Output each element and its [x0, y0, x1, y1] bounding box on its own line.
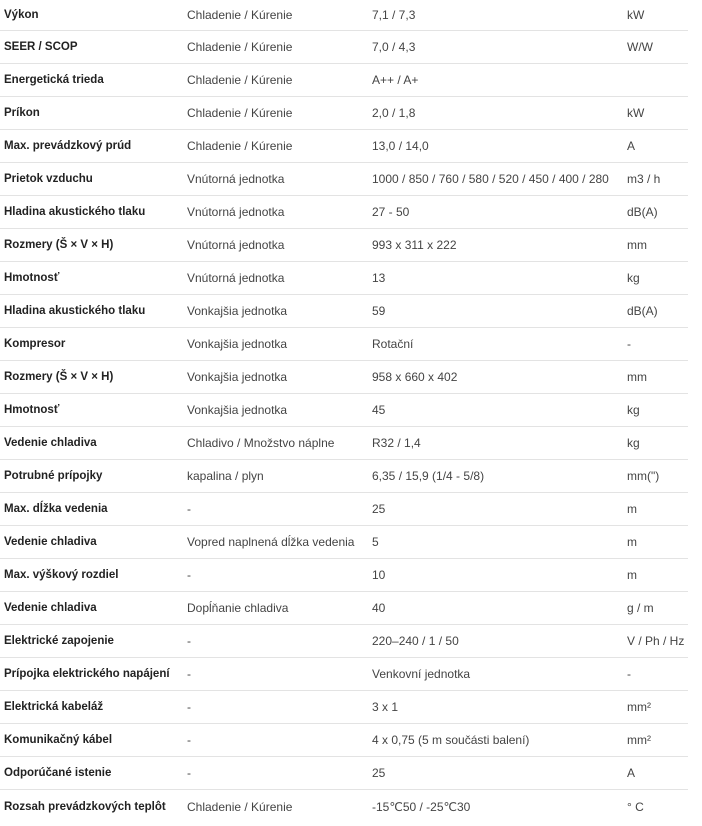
value-cell: Venkovní jednotka	[372, 667, 471, 681]
value-cell: 6,35 / 15,9 (1/4 - 5/8)	[372, 469, 485, 483]
unit-cell: mm²	[627, 733, 651, 747]
table-row	[0, 493, 688, 526]
condition-cell: Chladenie / Kúrenie	[187, 139, 293, 153]
value-cell: R32 / 1,4	[372, 436, 421, 450]
condition-cell: Vnútorná jednotka	[187, 271, 285, 285]
value-cell: 5	[372, 535, 379, 549]
parameter-cell: Prípojka elektrického napájení	[4, 668, 170, 680]
parameter-cell: Elektrické zapojenie	[4, 635, 114, 647]
table-row	[0, 724, 688, 757]
table-row	[0, 0, 688, 31]
unit-cell: m	[627, 502, 637, 516]
parameter-cell: Max. dĺžka vedenia	[4, 503, 108, 515]
unit-cell: mm	[627, 238, 647, 252]
condition-cell: -	[187, 502, 191, 516]
table-row	[0, 427, 688, 460]
parameter-cell: Odporúčané istenie	[4, 767, 112, 779]
unit-cell: -	[627, 667, 631, 681]
condition-cell: Vonkajšia jednotka	[187, 370, 288, 384]
condition-cell: Vnútorná jednotka	[187, 172, 285, 186]
table-row	[0, 757, 688, 790]
table-row	[0, 460, 688, 493]
value-cell: 25	[372, 766, 386, 780]
table-row	[0, 559, 688, 592]
table-row	[0, 625, 688, 658]
parameter-cell: Hladina akustického tlaku	[4, 305, 146, 317]
unit-cell: kg	[627, 403, 640, 417]
value-cell: 7,0 / 4,3	[372, 40, 416, 54]
table-row	[0, 31, 688, 64]
table-row	[0, 229, 688, 262]
value-cell: 10	[372, 568, 386, 582]
condition-cell: Vopred naplnená dĺžka vedenia	[187, 535, 355, 549]
unit-cell: V / Ph / Hz	[627, 634, 685, 648]
parameter-cell: Príkon	[4, 107, 40, 119]
value-cell: 13,0 / 14,0	[372, 139, 429, 153]
parameter-cell: Rozsah prevádzkových teplôt	[4, 800, 166, 813]
parameter-cell: Rozmery (Š × V × H)	[4, 371, 114, 383]
table-row	[0, 196, 688, 229]
condition-cell: Chladenie / Kúrenie	[187, 8, 293, 22]
unit-cell: mm	[627, 370, 647, 384]
table-row	[0, 526, 688, 559]
parameter-cell: Max. výškový rozdiel	[4, 569, 119, 581]
table-row	[0, 691, 688, 724]
condition-cell: -	[187, 700, 191, 714]
table-row	[0, 790, 688, 823]
parameter-cell: Prietok vzduchu	[4, 173, 93, 185]
parameter-cell: Potrubné prípojky	[4, 470, 103, 482]
value-cell: 25	[372, 502, 386, 516]
parameter-cell: Komunikačný kábel	[4, 734, 113, 746]
value-cell: 958 x 660 x 402	[372, 370, 458, 384]
parameter-cell: SEER / SCOP	[4, 41, 78, 53]
value-cell: 13	[372, 271, 386, 285]
value-cell: 40	[372, 601, 386, 615]
unit-cell: m	[627, 568, 637, 582]
table-row	[0, 361, 688, 394]
unit-cell	[627, 64, 687, 96]
table-row	[0, 592, 688, 625]
condition-cell: -	[187, 733, 191, 747]
unit-cell: kg	[627, 271, 640, 285]
value-cell: 59	[372, 304, 386, 318]
condition-cell: -	[187, 766, 191, 780]
condition-cell: Vnútorná jednotka	[187, 238, 285, 252]
unit-cell: m3 / h	[627, 172, 661, 186]
condition-cell: -	[187, 634, 191, 648]
unit-cell: mm(")	[627, 469, 660, 483]
unit-cell: A	[627, 139, 636, 153]
condition-cell: Vonkajšia jednotka	[187, 403, 288, 417]
table-row	[0, 658, 688, 691]
table-row	[0, 163, 688, 196]
table-row	[0, 97, 688, 130]
unit-cell: kW	[627, 106, 645, 120]
parameter-cell: Rozmery (Š × V × H)	[4, 239, 114, 251]
unit-cell: A	[627, 766, 636, 780]
value-cell: 993 x 311 x 222	[372, 238, 457, 252]
unit-cell: W/W	[627, 40, 653, 54]
table-row	[0, 328, 688, 361]
condition-cell: Vnútorná jednotka	[187, 205, 285, 219]
parameter-cell: Hmotnosť	[4, 272, 60, 284]
value-cell: 1000 / 850 / 760 / 580 / 520 / 450 / 400 / 280	[372, 172, 609, 186]
table-row	[0, 64, 688, 97]
unit-cell: ° C	[627, 799, 644, 814]
table-row	[0, 295, 688, 328]
unit-cell: m	[627, 535, 637, 549]
parameter-cell: Výkon	[4, 9, 39, 21]
parameter-cell: Max. prevádzkový prúd	[4, 140, 132, 152]
value-cell: 27 - 50	[372, 205, 410, 219]
parameter-cell: Vedenie chladiva	[4, 602, 97, 614]
unit-cell: mm²	[627, 700, 651, 714]
condition-cell: Vonkajšia jednotka	[187, 337, 288, 351]
parameter-cell: Vedenie chladiva	[4, 437, 97, 449]
value-cell: 45	[372, 403, 386, 417]
table-row	[0, 394, 688, 427]
value-cell: Rotační	[372, 337, 414, 351]
parameter-cell: Kompresor	[4, 338, 66, 350]
condition-cell: Dopĺňanie chladiva	[187, 601, 289, 615]
condition-cell: Chladivo / Množstvo náplne	[187, 436, 335, 450]
condition-cell: Chladenie / Kúrenie	[187, 106, 293, 120]
parameter-cell: Energetická trieda	[4, 74, 104, 86]
unit-cell: kW	[627, 8, 645, 22]
value-cell: 220–240 / 1 / 50	[372, 634, 459, 648]
value-cell: 4 x 0,75 (5 m součásti balení)	[372, 733, 530, 747]
condition-cell: Chladenie / Kúrenie	[187, 799, 293, 814]
parameter-cell: Vedenie chladiva	[4, 536, 97, 548]
parameter-cell: Hmotnosť	[4, 404, 60, 416]
condition-cell: Chladenie / Kúrenie	[187, 40, 293, 54]
value-cell: 7,1 / 7,3	[372, 8, 416, 22]
value-cell: -15℃50 / -25℃30	[372, 799, 471, 814]
table-row	[0, 130, 688, 163]
condition-cell: Vonkajšia jednotka	[187, 304, 288, 318]
unit-cell: dB(A)	[627, 205, 658, 219]
condition-cell: kapalina / plyn	[187, 469, 264, 483]
parameter-cell: Elektrická kabeláž	[4, 701, 104, 713]
unit-cell: dB(A)	[627, 304, 658, 318]
table-row	[0, 262, 688, 295]
condition-cell: Chladenie / Kúrenie	[187, 73, 293, 87]
unit-cell: kg	[627, 436, 640, 450]
condition-cell: -	[187, 568, 191, 582]
unit-cell: g / m	[627, 601, 654, 615]
value-cell: 3 x 1	[372, 700, 399, 714]
unit-cell: -	[627, 337, 631, 351]
parameter-cell: Hladina akustického tlaku	[4, 206, 146, 218]
condition-cell: -	[187, 667, 191, 681]
value-cell: A++ / A+	[372, 73, 419, 87]
value-cell: 2,0 / 1,8	[372, 106, 416, 120]
